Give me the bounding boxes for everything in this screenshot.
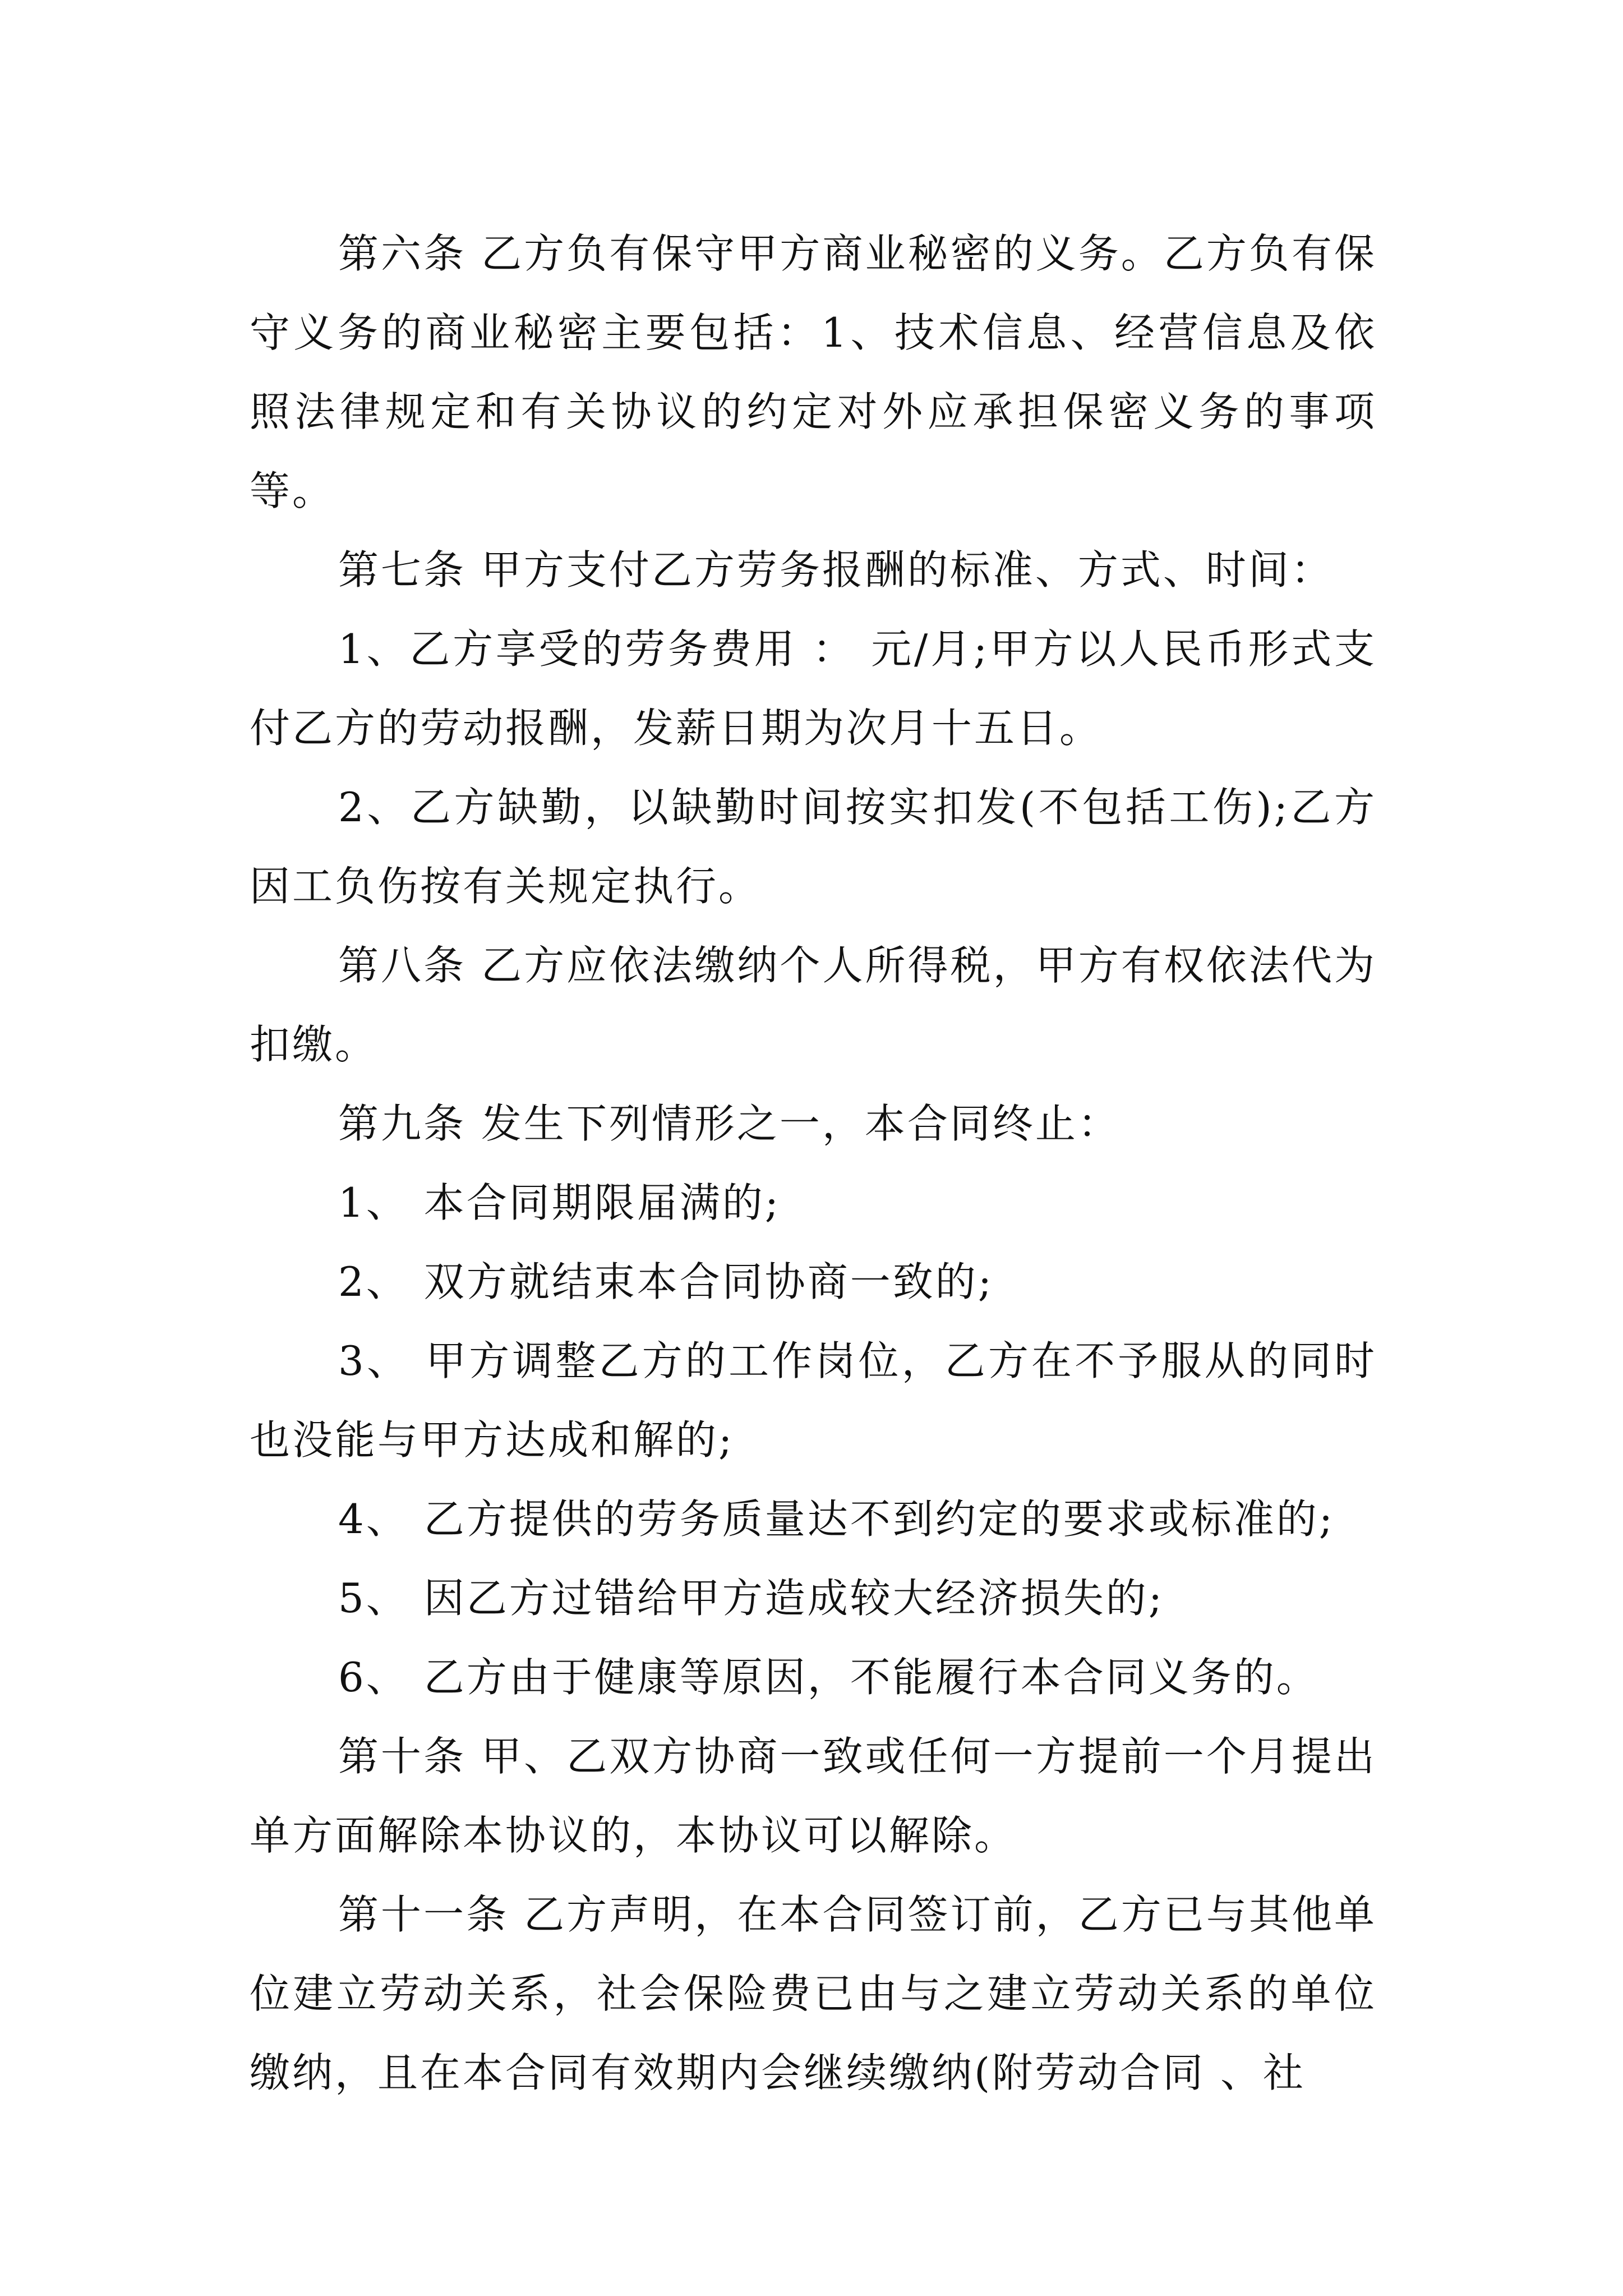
- article-9-heading: 第九条 发生下列情形之一，本合同终止：: [338, 1100, 1121, 1147]
- document-body: [250, 214, 1377, 2113]
- article-9-item-2: 2、 双方就结束本合同协商一致的;: [338, 1258, 994, 1305]
- article-9-item-1: 1、 本合同期限届满的;: [338, 1179, 781, 1226]
- article-10-paragraph: 第十条 甲、乙双方协商一致或任何一方提前一个月提出单方面解除本协议的，本协议可以解除。: [250, 1733, 1377, 1859]
- article-7-item-1: 1、乙方享受的劳务费用 ： 元/月;甲方以人民币形式支付乙方的劳动报酬，发薪日期为次月十五日。: [250, 625, 1377, 752]
- article-9-item-4: 4、 乙方提供的劳务质量达不到约定的要求或标准的;: [338, 1496, 1335, 1543]
- article-9-item-3: 3、 甲方调整乙方的工作岗位，乙方在不予服从的同时也没能与甲方达成和解的;: [250, 1337, 1377, 1464]
- article-6-paragraph: 第六条 乙方负有保守甲方商业秘密的义务。乙方负有保守义务的商业秘密主要包括：1、技术信息、经营信息及依照法律规定和有关协议的约定对外应承担保密义务的事项等。: [250, 230, 1377, 514]
- article-7-item-2: 2、乙方缺勤，以缺勤时间按实扣发(不包括工伤);乙方因工负伤按有关规定执行。: [250, 784, 1377, 910]
- article-7-heading: 第七条 甲方支付乙方劳务报酬的标准、方式、时间：: [338, 546, 1334, 593]
- article-9-item-5: 5、 因乙方过错给甲方造成较大经济损失的;: [338, 1575, 1164, 1622]
- article-11-paragraph: 第十一条 乙方声明，在本合同签订前，乙方已与其他单位建立劳动关系，社会保险费已由与之建立劳动关系的单位缴纳，且在本合同有效期内会继续缴纳(附劳动合同 、社: [250, 1891, 1377, 2096]
- article-9-item-6: 6、 乙方由于健康等原因，不能履行本合同义务的。: [338, 1654, 1319, 1701]
- article-8-paragraph: 第八条 乙方应依法缴纳个人所得税，甲方有权依法代为扣缴。: [250, 942, 1377, 1068]
